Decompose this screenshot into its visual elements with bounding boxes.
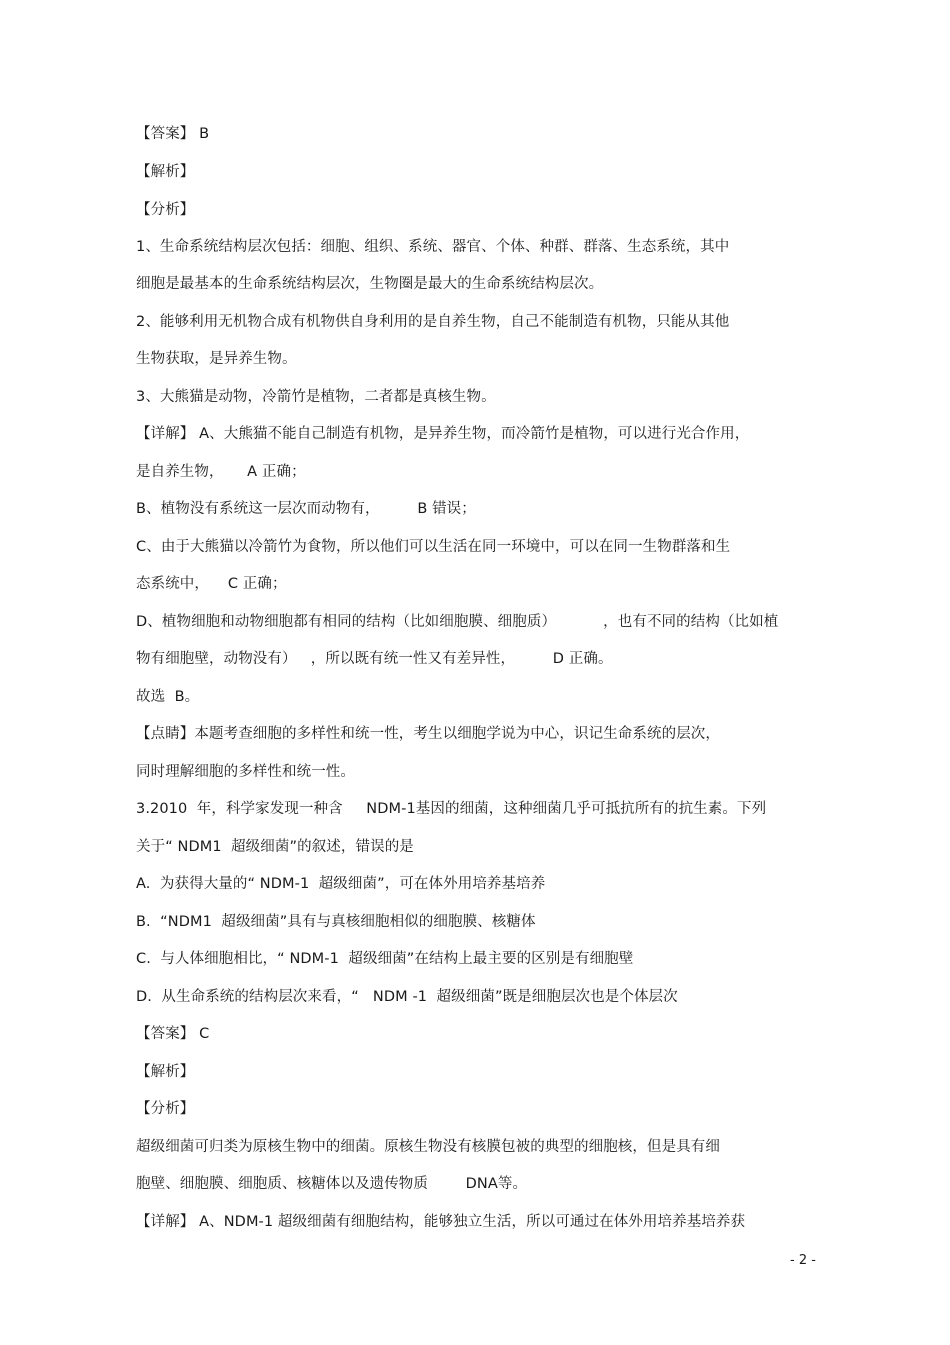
text-line: 胞壁、细胞膜、细胞质、核糖体以及遗传物质 DNA等。 — [136, 1176, 528, 1192]
analysis-subheading-1: 【分析】 — [136, 202, 195, 218]
text-line: 是自养生物， A 正确； — [136, 464, 306, 480]
question-3-option-c: C. 与人体细胞相比，“ NDM-1 超级细菌”在结构上最主要的区别是有细胞壁 — [136, 951, 634, 967]
text-line: 物有细胞壁，动物没有） ，所以既有统一性又有差异性， D 正确。 — [136, 651, 613, 667]
analysis-subheading-2: 【分析】 — [136, 1101, 195, 1117]
text-line: 细胞是最基本的生命系统结构层次，生物圈是最大的生命系统结构层次。 — [136, 276, 604, 292]
option-b-explanation: B、植物没有系统这一层次而动物有， B 错误； — [136, 501, 476, 517]
text-line: 超级细菌可归类为原核生物中的细菌。原核生物没有核膜包被的典型的细胞核，但是具有细 — [136, 1139, 720, 1155]
answer-label-2: 【答案】 C — [136, 1026, 210, 1042]
option-d-explanation: D、植物细胞和动物细胞都有相同的结构（比如细胞膜、细胞质） ，也有不同的结构（比如植 — [136, 614, 779, 630]
comment-line: 【点睛】本题考查细胞的多样性和统一性，考生以细胞学说为中心，识记生命系统的层次， — [136, 726, 720, 742]
detail-line: 【详解】 A、NDM-1 超级细菌有细胞结构，能够独立生活，所以可通过在体外用培养基培养获 — [136, 1214, 746, 1230]
analysis-heading-2: 【解析】 — [136, 1064, 195, 1080]
analysis-heading-1: 【解析】 — [136, 164, 195, 180]
option-c-explanation: C、由于大熊猫以冷箭竹为食物，所以他们可以生活在同一环境中，可以在同一生物群落和生 — [136, 539, 731, 555]
answer-label-1: 【答案】 B — [136, 126, 210, 142]
text-line: 同时理解细胞的多样性和统一性。 — [136, 764, 355, 780]
text-line: 3、大熊猫是动物，冷箭竹是植物，二者都是真核生物。 — [136, 389, 496, 405]
text-line: 1、生命系统结构层次包括：细胞、组织、系统、器官、个体、种群、群落、生态系统，其中 — [136, 239, 730, 255]
question-3-stem: 3.2010 年，科学家发现一种含 NDM-1基因的细菌，这种细菌几乎可抵抗所有的抗生素。下列 — [136, 801, 767, 817]
text-line: 态系统中， C 正确； — [136, 576, 287, 592]
text-line: 关于“ NDM1 超级细菌”的叙述，错误的是 — [136, 839, 414, 855]
detail-line: 【详解】 A、大熊猫不能自己制造有机物，是异养生物，而冷箭竹是植物，可以进行光合作用， — [136, 426, 750, 442]
text-line: 2、能够利用无机物合成有机物供自身利用的是自养生物，自己不能制造有机物，只能从其他 — [136, 314, 730, 330]
page-number: - 2 - — [790, 1253, 816, 1268]
question-3-option-a: A. 为获得大量的“ NDM-1 超级细菌”，可在体外用培养基培养 — [136, 876, 546, 892]
text-line: 生物获取，是异养生物。 — [136, 351, 297, 367]
question-3-option-b: B. “NDM1 超级细菌”具有与真核细胞相似的细胞膜、核糖体 — [136, 914, 536, 930]
question-3-option-d: D. 从生命系统的结构层次来看，“ NDM -1 超级细菌”既是细胞层次也是个体层次 — [136, 989, 678, 1005]
choice-conclusion: 故选 B。 — [136, 689, 200, 705]
